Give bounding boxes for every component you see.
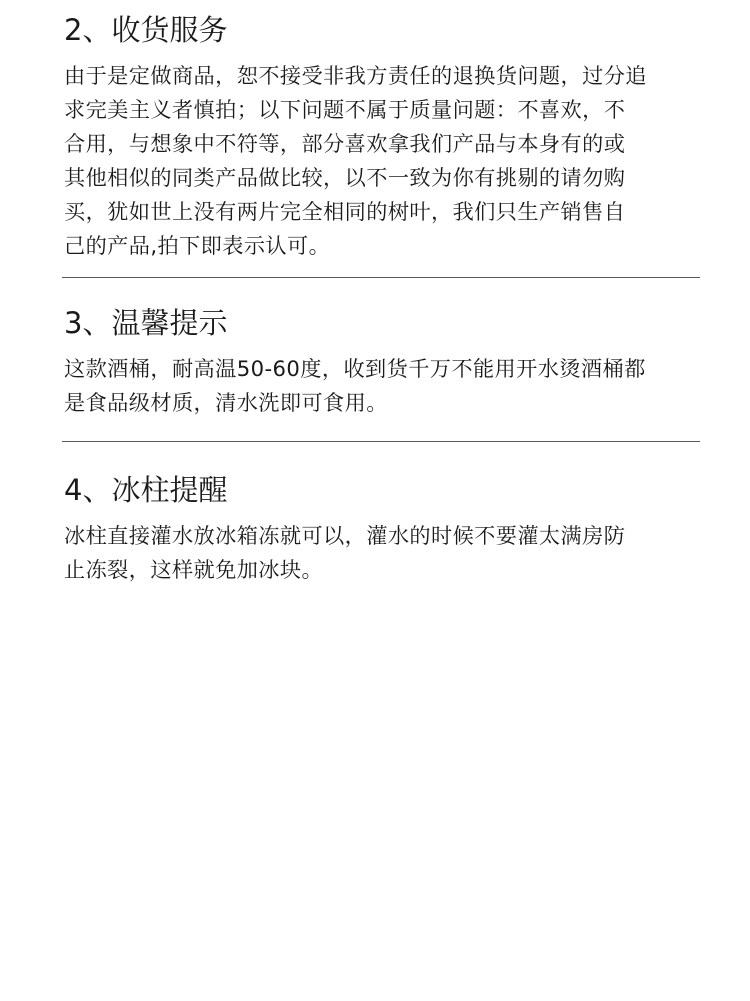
section-heading: 3、温馨提示 bbox=[64, 306, 228, 340]
section-warm-tips bbox=[64, 305, 704, 420]
section-heading: 4、冰柱提醒 bbox=[64, 473, 228, 507]
divider bbox=[62, 277, 700, 278]
section-ice-column-reminder bbox=[64, 472, 704, 587]
section-body: 冰柱直接灌水放冰箱冻就可以，灌水的时候不要灌太满房防 止冻裂，这样就免加冰块。 bbox=[64, 523, 626, 582]
section-body: 由于是定做商品，恕不接受非我方责任的退换货问题，过分追 求完美主义者慎拍；以下问题不属于质量问题：不喜欢，不 合用，与想象中不符等，部分喜欢拿我们产品与本身有的或 其他相似的同类产品做比较，以不一致为你有挑剔的请勿购 买，犹如世上没有两片完全相同的树叶，我们只生产销售自 己的产品,拍下即表示认可。 bbox=[64, 63, 647, 258]
section-body: 这款酒桶，耐高温50-60度，收到货千万不能用开水烫酒桶都 是食品级材质，清水洗即可食用。 bbox=[64, 356, 646, 415]
section-heading: 2、收货服务 bbox=[64, 13, 228, 47]
section-receiving-service bbox=[64, 12, 704, 263]
divider bbox=[62, 441, 700, 442]
